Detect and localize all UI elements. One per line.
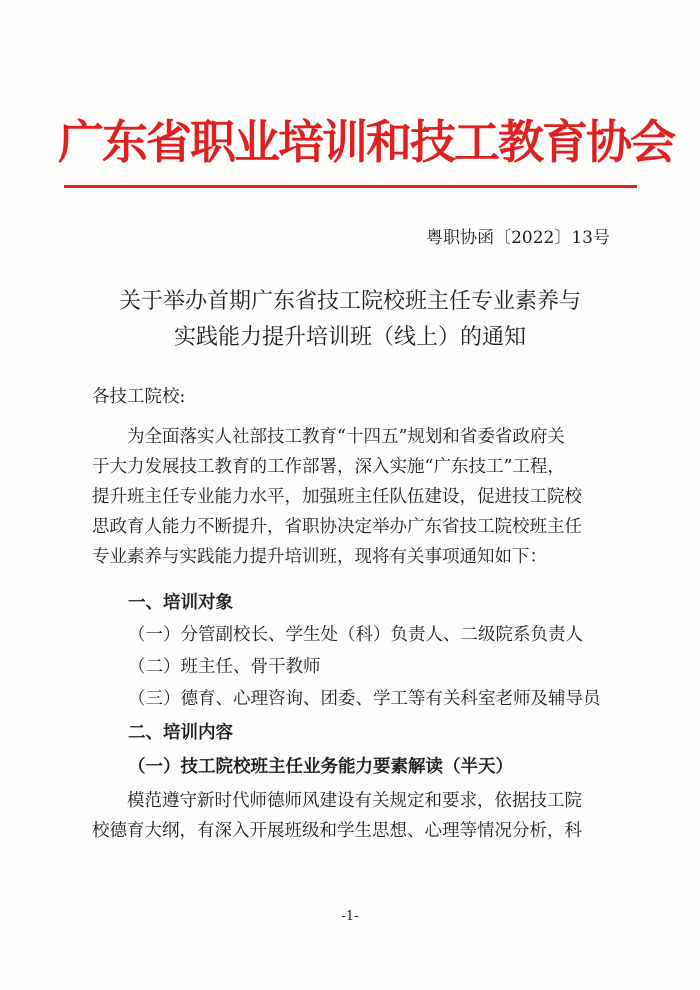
- paragraph-line: 提升班主任专业能力水平，加强班主任队伍建设，促进技工院校: [92, 487, 582, 507]
- list-item: （二）班主任、骨干教师: [128, 657, 321, 677]
- document-number: 粤职协函〔2022〕13号: [426, 228, 610, 248]
- intro-paragraph: [92, 422, 612, 572]
- salutation: 各技工院校:: [92, 387, 186, 407]
- notice-title-line-1: 关于举办首期广东省技工院校班主任专业素养与: [118, 289, 581, 314]
- content-paragraph: [92, 786, 612, 846]
- section-heading-training-content: 二、培训内容: [128, 723, 233, 743]
- paragraph-line: 模范遵守新时代师德师风建设有关规定和要求，依据技工院: [127, 791, 582, 811]
- sub-section-heading: （一）技工院校班主任业务能力要素解读（半天）: [128, 757, 513, 777]
- letterhead-title: 广东省职业培训和技工教育协会: [58, 115, 674, 169]
- paragraph-line: 思政育人能力不断提升，省职协决定举办广东省技工院校班主任: [92, 517, 582, 537]
- section-heading-training-targets: 一、培训对象: [128, 593, 233, 613]
- notice-title: [60, 284, 640, 356]
- paragraph-line: 校德育大纲，有深入开展班级和学生思想、心理等情况分析，科: [92, 821, 582, 841]
- list-item: （三）德育、心理咨询、团委、学工等有关科室老师及辅导员: [128, 689, 601, 709]
- letterhead-red-rule: [64, 185, 637, 188]
- paragraph-line: 为全面落实人社部技工教育“十四五”规划和省委省政府关: [127, 427, 565, 447]
- notice-title-line-2: 实践能力提升培训班（线上）的通知: [173, 325, 526, 350]
- paragraph-line: 于大力发展技工教育的工作部署，深入实施“广东技工”工程，: [92, 457, 565, 477]
- paragraph-line: 专业素养与实践能力提升培训班，现将有关事项通知如下：: [92, 547, 547, 567]
- list-item: （一）分管副校长、学生处（科）负责人、二级院系负责人: [128, 625, 583, 645]
- page-number: -1-: [341, 909, 359, 924]
